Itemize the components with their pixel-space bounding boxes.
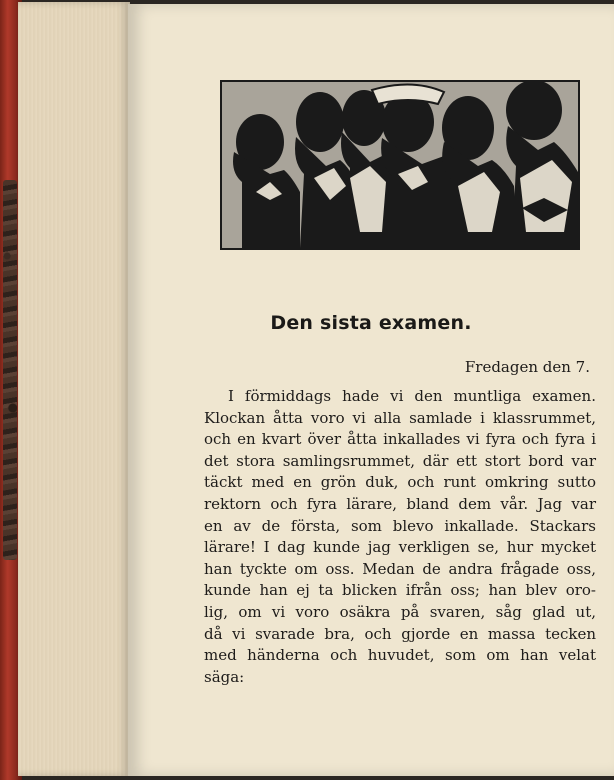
dateline: Fredagen den 7. [464,358,590,376]
text-line: rektorn och fyra lärare, bland dem vår. Jag var [204,494,596,513]
text-line: täckt med en grön duk, och runt omkring sutto [204,473,596,492]
marbled-spine-pattern [3,180,17,560]
body-text [204,386,596,688]
text-line: då vi svarade bra, och gjorde en massa tecken [204,624,596,643]
text-line: I förmiddags hade vi den muntliga examen. [228,387,596,405]
text-line: kunde han ej ta blicken ifrån oss; han blev oro- [204,581,596,600]
chapter-title: Den sista examen. [270,312,472,334]
text-line: Klockan åtta voro vi alla samlade i klassrummet, [204,408,596,427]
page-edges [18,2,130,776]
text-line: en av de första, som blevo inkallade. Stackars [204,516,596,535]
text-line: lärare! I dag kunde jag verkligen se, hur mycket [204,538,596,557]
text-line: han tyckte om oss. Medan de andra frågade oss, [204,559,596,578]
text-line: säga: [204,667,245,686]
book-page [128,4,614,776]
text-line: med händerna och huvudet, som om han velat [204,646,596,665]
text-line: det stora samlingsrummet, där ett stort bord var [204,451,596,470]
text-line: och en kvart över åtta inkallades vi fyra och fyra i [204,430,596,449]
silhouettes-of-students-icon [220,80,580,250]
text-line: lig, om vi voro osäkra på svaren, såg glad ut, [204,602,596,621]
